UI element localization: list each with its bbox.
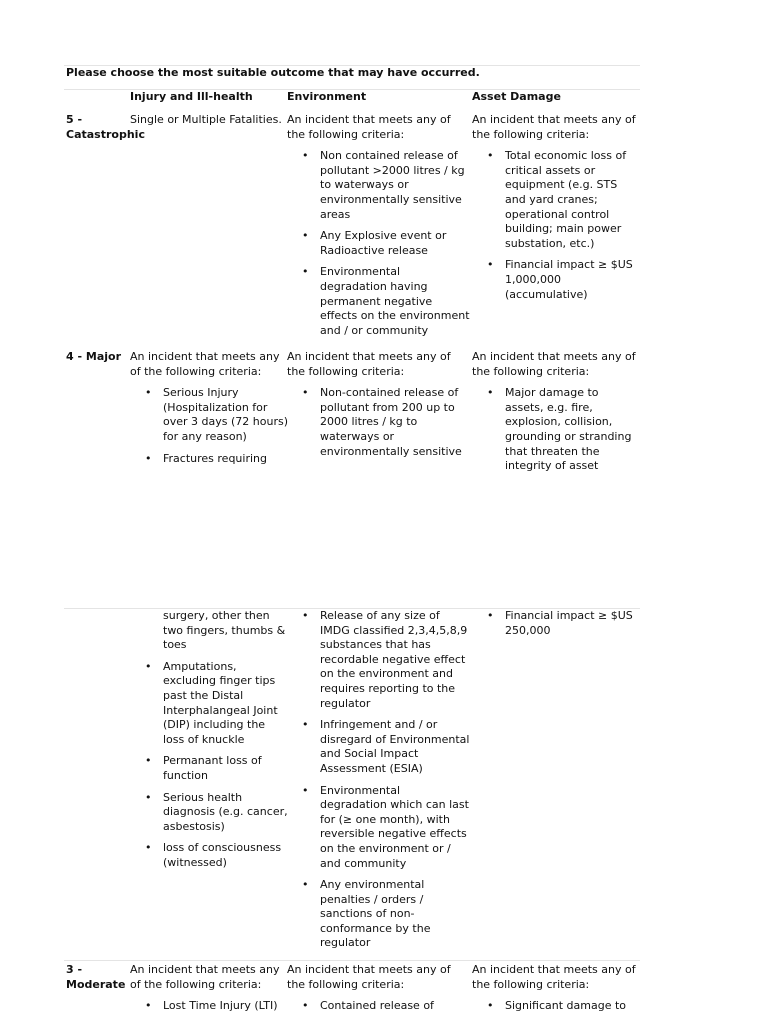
list-item: • Total economic loss of critical assets or equipment (e.g. STS and yard cranes; operational control building; main power substation, etc.) [472, 149, 640, 251]
r4-env-list-a [287, 386, 470, 459]
list-item: • Infringement and / or disregard of Environmental and Social Impact Assessment (ESIA) [287, 718, 470, 776]
r4-environment-b [287, 602, 470, 951]
r4-asset-a [472, 350, 640, 474]
r5-environment [287, 113, 470, 338]
row-divider [64, 960, 640, 961]
r5-env-list [287, 149, 470, 338]
r4-injury-list-a [130, 386, 288, 466]
r4-asset-intro: An incident that meets any of the following criteria: [472, 350, 636, 378]
list-item: • Release of any size of IMDG classified 2,3,4,5,8,9 substances that has recordable negative effect on the environment and requires reporting to the regulator [287, 609, 470, 711]
list-item: • Financial impact ≥ $US 1,000,000 (accumulative) [472, 258, 640, 302]
r4-injury-list-b [130, 609, 288, 871]
list-item: • Permanant loss of function [130, 754, 288, 783]
list-item: • Environmental degradation which can last for (≥ one month), with reversible negative effects on the environment or / and community [287, 784, 470, 872]
header-environment: Environment [287, 90, 367, 103]
list-item: • Any environmental penalties / orders / sanctions of non-conformance by the regulator [287, 878, 470, 951]
header-asset-damage: Asset Damage [472, 90, 561, 103]
r5-asset-intro: An incident that meets any of the following criteria: [472, 113, 636, 141]
list-item-continued: surgery, other then two fingers, thumbs & toes [163, 609, 286, 652]
r4-injury-b [130, 602, 288, 871]
list-item: • Significant damage to [472, 999, 640, 1014]
list-item: • Amputations, excluding finger tips past the Distal Interphalangeal Joint (DIP) including the loss of knuckle [130, 660, 288, 748]
r4-asset-list-a [472, 386, 640, 474]
r4-environment-a [287, 350, 470, 459]
r4-asset-list-b [472, 609, 640, 638]
r3-environment [287, 963, 470, 1014]
r3-asset [472, 963, 640, 1014]
list-item: • loss of consciousness (witnessed) [130, 841, 288, 870]
level-5-label: 5 - Catastrophic [66, 113, 145, 141]
list-item: • Non-contained release of pollutant from 200 up to 2000 litres / kg to waterways or environmentally sensitive [287, 386, 470, 459]
list-item: • Non contained release of pollutant >2000 litres / kg to waterways or environmentally sensitive areas [287, 149, 470, 222]
list-item: • Lost Time Injury (LTI) [130, 999, 288, 1014]
r3-env-intro: An incident that meets any of the following criteria: [287, 963, 451, 991]
r5-env-intro: An incident that meets any of the following criteria: [287, 113, 451, 141]
r4-env-list-b [287, 609, 470, 951]
list-item: • Serious Injury (Hospitalization for over 3 days (72 hours) for any reason) [130, 386, 288, 444]
table-prompt: Please choose the most suitable outcome that may have occurred. [66, 66, 480, 79]
r4-injury-a [130, 350, 288, 466]
r4-env-intro: An incident that meets any of the following criteria: [287, 350, 451, 378]
list-item: • Serious health diagnosis (e.g. cancer, asbestosis) [130, 791, 288, 835]
list-item: • Fractures requiring [130, 452, 288, 467]
r4-injury-intro: An incident that meets any of the following criteria: [130, 350, 280, 378]
r5-asset [472, 113, 640, 302]
list-item: • Environmental degradation having permanent negative effects on the environment and / or community [287, 265, 470, 338]
header-injury: Injury and Ill-health [130, 90, 253, 103]
r3-asset-list [472, 999, 640, 1014]
r5-injury: Single or Multiple Fatalities. [130, 113, 282, 126]
r3-env-list [287, 999, 470, 1014]
r5-asset-list [472, 149, 640, 302]
list-item: • Major damage to assets, e.g. fire, explosion, collision, grounding or stranding that threaten the integrity of asset [472, 386, 640, 474]
level-4-label: 4 - Major [66, 350, 121, 363]
list-item: • Any Explosive event or Radioactive release [287, 229, 470, 258]
list-item: • Contained release of [287, 999, 470, 1014]
r3-asset-intro: An incident that meets any of the following criteria: [472, 963, 636, 991]
r3-injury [130, 963, 288, 1014]
r4-asset-b [472, 602, 640, 638]
level-3-label: 3 - Moderate [66, 963, 126, 991]
r3-injury-list [130, 999, 288, 1014]
r3-injury-intro: An incident that meets any of the following criteria: [130, 963, 280, 991]
list-item: • Financial impact ≥ $US 250,000 [472, 609, 640, 638]
